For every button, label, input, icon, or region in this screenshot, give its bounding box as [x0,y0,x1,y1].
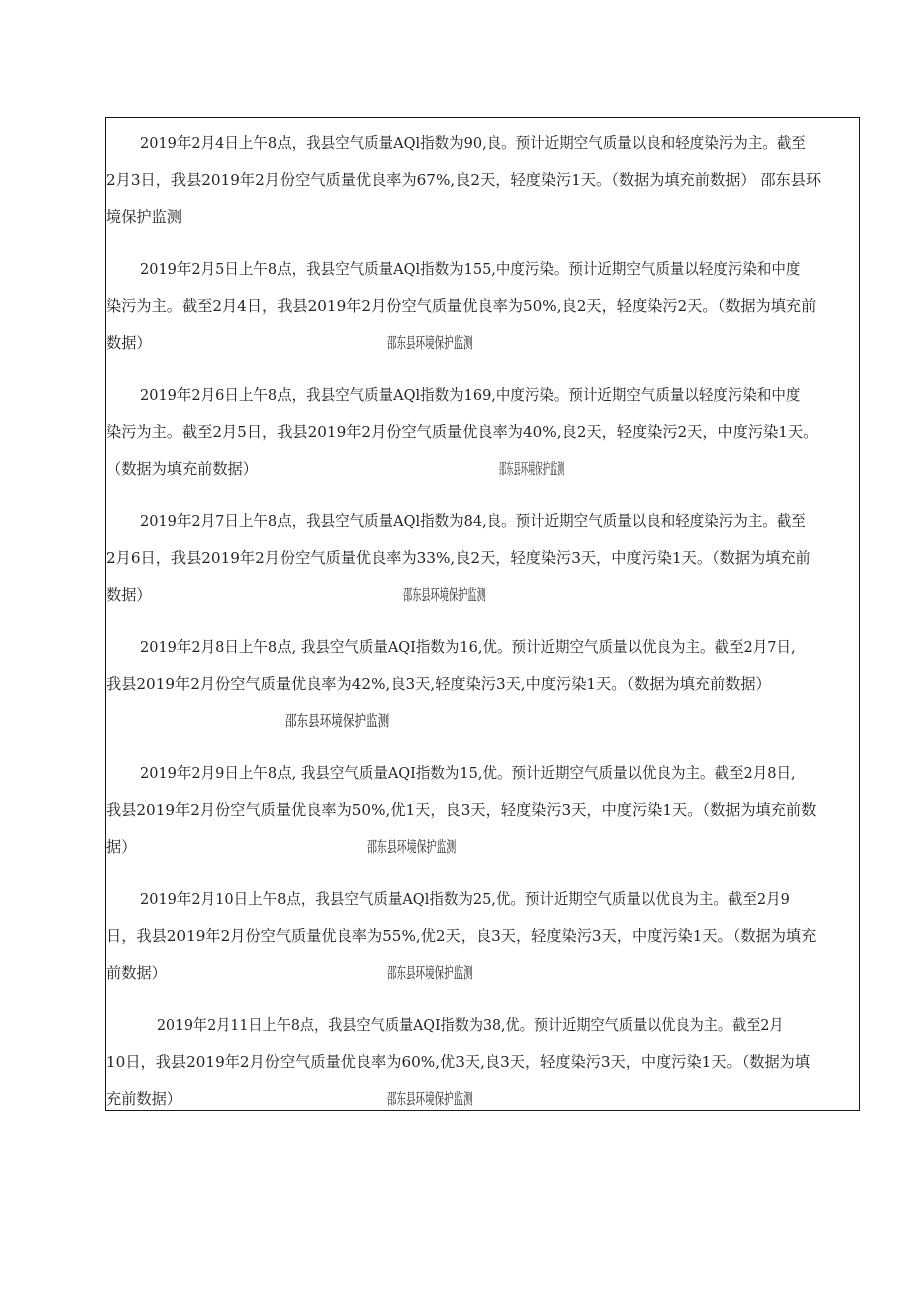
entry-5-signature: 邵东县环境保护监测 [285,712,390,730]
entry-3-line-2: 染污为主。截至2月5日，我县2019年2月份空气质量优良率为40%,良2天，轻度染污2天，中度污染1天。 [106,423,819,441]
entry-2-signature: 邵东县环境保护监测 [387,334,473,352]
entry-4-line-2: 2月6日，我县2019年2月份空气质量优良率为33%,良2天，轻度染污3天，中度污染1天。（数据为填充前 [106,549,811,567]
entry-8-signature: 邵东县环境保护监测 [387,1090,473,1108]
entry-1-line-2: 2月3日，我县2019年2月份空气质量优良率为67%,良2天，轻度染污1天。（数据为填充前数据） 邵东县环 [106,171,822,189]
entry-4-line-3: 数据） [106,586,152,604]
entry-7-line-2: 日，我县2019年2月份空气质量优良率为55%,优2天，良3天，轻度染污3天，中度污染1天。（数据为填充 [106,927,817,945]
entry-1-line-1: 2019年2月4日上午8点，我县空气质量AQl指数为90,良。预计近期空气质量以良和轻度染污为主。截至 [140,134,806,152]
entry-2-line-3: 数据） [106,334,152,352]
entry-2-line-2: 染污为主。截至2月4日，我县2019年2月份空气质量优良率为50%,良2天，轻度染污2天。（数据为填充前 [106,297,817,315]
entry-6-line-1: 2019年2月9日上午8点, 我县空气质量AQI指数为15,优。预计近期空气质量以优良为主。截至2月8日, [140,764,796,782]
entry-8-line-1: 2019年2月11日上午8点，我县空气质量AQI指数为38,优。预计近期空气质量以优良为主。截至2月 [157,1016,784,1034]
entry-7-line-3: 前数据） [106,964,167,982]
entry-8-line-2: 10日，我县2019年2月份空气质量优良率为60%,优3天,良3天，轻度染污3天，中度污染1天。（数据为填 [106,1053,811,1071]
entry-5-line-1: 2019年2月8日上午8点, 我县空气质量AQI指数为16,优。预计近期空气质量以优良为主。截至2月7日, [140,638,796,656]
entry-6-line-3: 据） [106,838,137,856]
entry-5-line-2: 我县2019年2月份空气质量优良率为42%,良3天,轻度染污3天,中度污染1天。（数据为填充前数据） [106,675,771,693]
report-frame [105,117,860,1111]
entry-6-line-2: 我县2019年2月份空气质量优良率为50%,优1天，良3天，轻度染污3天，中度污染1天。（数据为填充前数 [106,801,817,819]
entry-2-line-1: 2019年2月5日上午8点，我县空气质量AQl指数为155,中度污染。预计近期空气质量以轻度污染和中度 [140,260,801,278]
entry-7-line-1: 2019年2月10日上午8点，我县空气质量AQl指数为25,优。预计近期空气质量以优良为主。截至2月9 [140,890,790,908]
entry-4-line-1: 2019年2月7日上午8点，我县空气质量AQl指数为84,良。预计近期空气质量以良和轻度染污为主。截至 [140,512,806,530]
entry-4-signature: 邵东县环境保护监测 [403,586,486,604]
entry-8-line-3: 充前数据） [106,1090,182,1108]
entry-6-signature: 邵东县环境保护监测 [367,838,457,856]
entry-3-line-3: （数据为填充前数据） [106,460,258,478]
entry-3-signature: 邵东县环境保护监测 [499,460,565,478]
entry-7-signature: 邵东县环境保护监测 [387,964,473,982]
entry-1-line-3: 境保护监测 [106,208,182,226]
entry-3-line-1: 2019年2月6日上午8点，我县空气质量AQl指数为169,中度污染。预计近期空气质量以轻度污染和中度 [140,386,801,404]
